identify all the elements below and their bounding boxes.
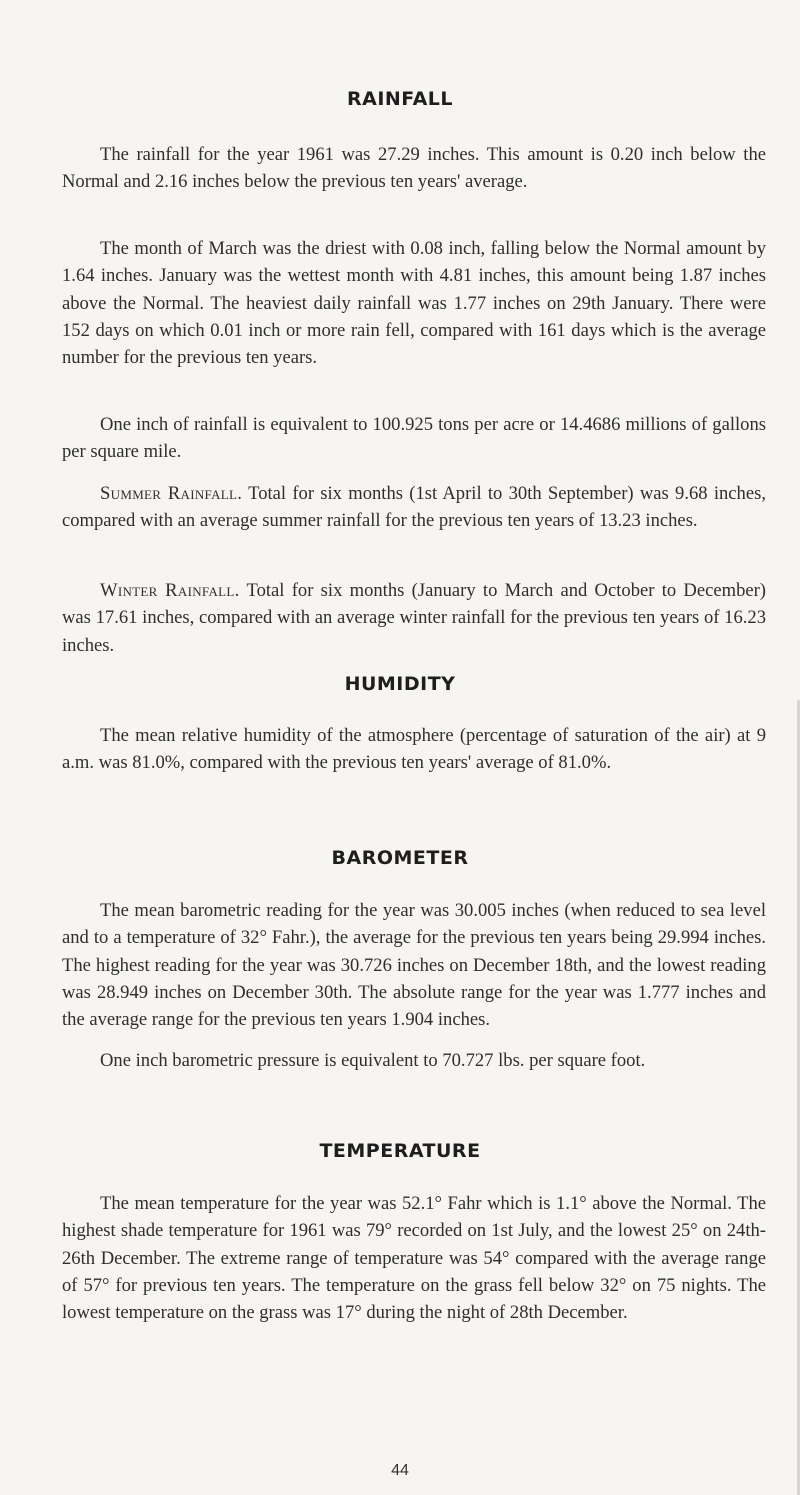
winter-rainfall-label: Winter Rainfall. <box>100 580 240 601</box>
rainfall-heading: RAINFALL <box>346 88 454 110</box>
humidity-paragraph: The mean relative humidity of the atmosphere (percentage of saturation of the air) at 9 a.m. was 81.0%, compared with the previous ten years' average of 81.0%. <box>62 725 766 774</box>
winter-rainfall-text: Total for six months (January to March and October to December) was 17.61 inches, compared with an average winter rainfall for the previous ten years of 16.23 inches. <box>62 580 767 656</box>
barometer-paragraph-1: The mean barometric reading for the year was 30.005 inches (when reduced to sea level and to a temperature of 32° Fahr.), the average for the previous ten years being 29.994 inches. The highest reading for the year was 30.726 inches on December 18th, and the lowest reading was 28.949 inches on December 30th. The absolute range for the year was 1.777 inches and the average range for the previous ten years 1.904 inches. <box>62 900 766 1031</box>
barometer-heading: BAROMETER <box>331 847 469 869</box>
summer-rainfall-text: Total for six months (1st April to 30th September) was 9.68 inches, compared with an average summer rainfall for the previous ten years of 13.23 inches. <box>62 483 766 532</box>
summer-rainfall-label: Summer Rainfall. <box>100 483 243 504</box>
humidity-heading: HUMIDITY <box>344 673 456 695</box>
barometer-paragraph-2: One inch barometric pressure is equivalent to 70.727 lbs. per square foot. <box>100 1050 646 1071</box>
rainfall-paragraph-2: The month of March was the driest with 0.08 inch, falling below the Normal amount by 1.64 inches. January was the wettest month with 4.81 inches, this amount being 1.87 inches above the Normal. The heaviest daily rainfall was 1.77 inches on 29th January. There were 152 days on which 0.01 inch or more rain fell, compared with 161 days which is the average number for the previous ten years. <box>62 238 766 369</box>
winter-rainfall-paragraph <box>62 577 766 659</box>
rainfall-paragraph-3: One inch of rainfall is equivalent to 100.925 tons per acre or 14.4686 millions of gallons per square mile. <box>62 414 766 463</box>
temperature-paragraph: The mean temperature for the year was 52.1° Fahr which is 1.1° above the Normal. The highest shade temperature for 1961 was 79° recorded on 1st July, and the lowest 25° on 24th-26th December. The extreme range of temperature was 54° compared with the average range of 57° for previous ten years. The temperature on the grass fell below 32° on 75 nights. The lowest temperature on the grass was 17° during the night of 28th December. <box>62 1193 766 1324</box>
temperature-heading: TEMPERATURE <box>319 1140 481 1162</box>
page-number: 44 <box>391 1462 409 1479</box>
rainfall-paragraph-1: The rainfall for the year 1961 was 27.29 inches. This amount is 0.20 inch below the Normal and 2.16 inches below the previous ten years' average. <box>62 144 766 193</box>
summer-rainfall-paragraph <box>62 480 766 535</box>
